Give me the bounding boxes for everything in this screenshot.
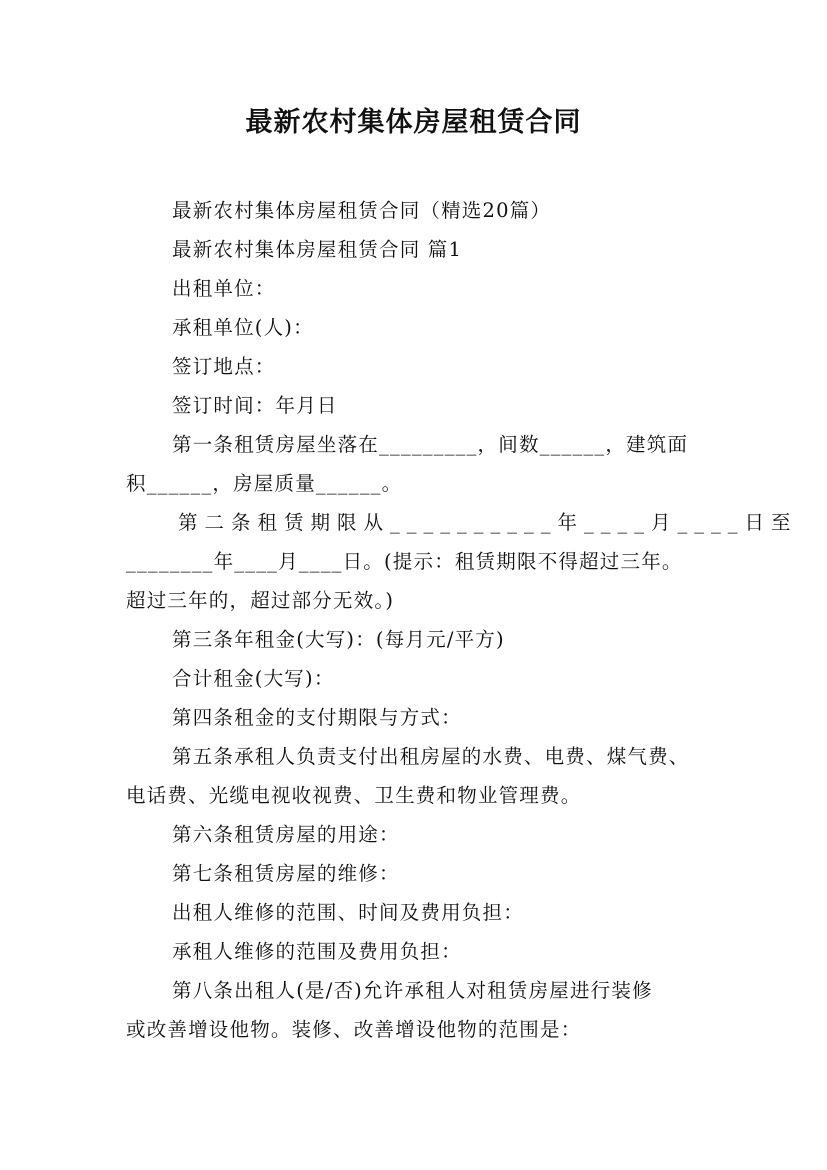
doc-line-1: 最新农村集体房屋租赁合同（精选20篇） <box>172 199 552 222</box>
doc-line-14: 第四条租金的支付期限与方式： <box>172 706 462 729</box>
doc-line-2: 最新农村集体房屋租赁合同 篇1 <box>172 238 463 261</box>
doc-line-7: 第一条租赁房屋坐落在_________，间数______，建筑面 <box>172 433 689 456</box>
doc-line-12: 第三条年租金(大写)：(每月元/平方) <box>172 628 505 651</box>
doc-line-13: 合计租金(大写)： <box>172 667 335 690</box>
doc-line-16: 电话费、光缆电视收视费、卫生费和物业管理费。 <box>126 784 582 807</box>
doc-line-18: 第七条租赁房屋的维修： <box>172 862 400 885</box>
doc-line-9: 第二条租赁期限从__________年____月____日至 <box>178 511 798 534</box>
doc-line-5: 签订地点： <box>172 355 276 378</box>
doc-line-19: 出租人维修的范围、时间及费用负担： <box>172 901 524 924</box>
doc-line-21: 第八条出租人(是/否)允许承租人对租赁房屋进行装修 <box>172 979 653 1002</box>
doc-line-22: 或改善增设他物。装修、改善增设他物的范围是： <box>126 1018 582 1041</box>
doc-line-8: 积______，房屋质量______。 <box>126 472 403 495</box>
doc-line-17: 第六条租赁房屋的用途： <box>172 823 400 846</box>
doc-line-15: 第五条承租人负责支付出租房屋的水费、电费、煤气费、 <box>172 745 690 768</box>
document-title: 最新农村集体房屋租赁合同 <box>245 107 582 138</box>
doc-line-20: 承租人维修的范围及费用负担： <box>172 940 462 963</box>
doc-line-3: 出租单位： <box>172 277 276 300</box>
doc-line-6: 签订时间：年月日 <box>172 394 338 417</box>
doc-line-4: 承租单位(人)： <box>172 316 314 339</box>
doc-line-11: 超过三年的，超过部分无效。) <box>126 589 395 612</box>
doc-line-10: ________年____月____日。(提示：租赁期限不得超过三年。 <box>126 550 683 573</box>
